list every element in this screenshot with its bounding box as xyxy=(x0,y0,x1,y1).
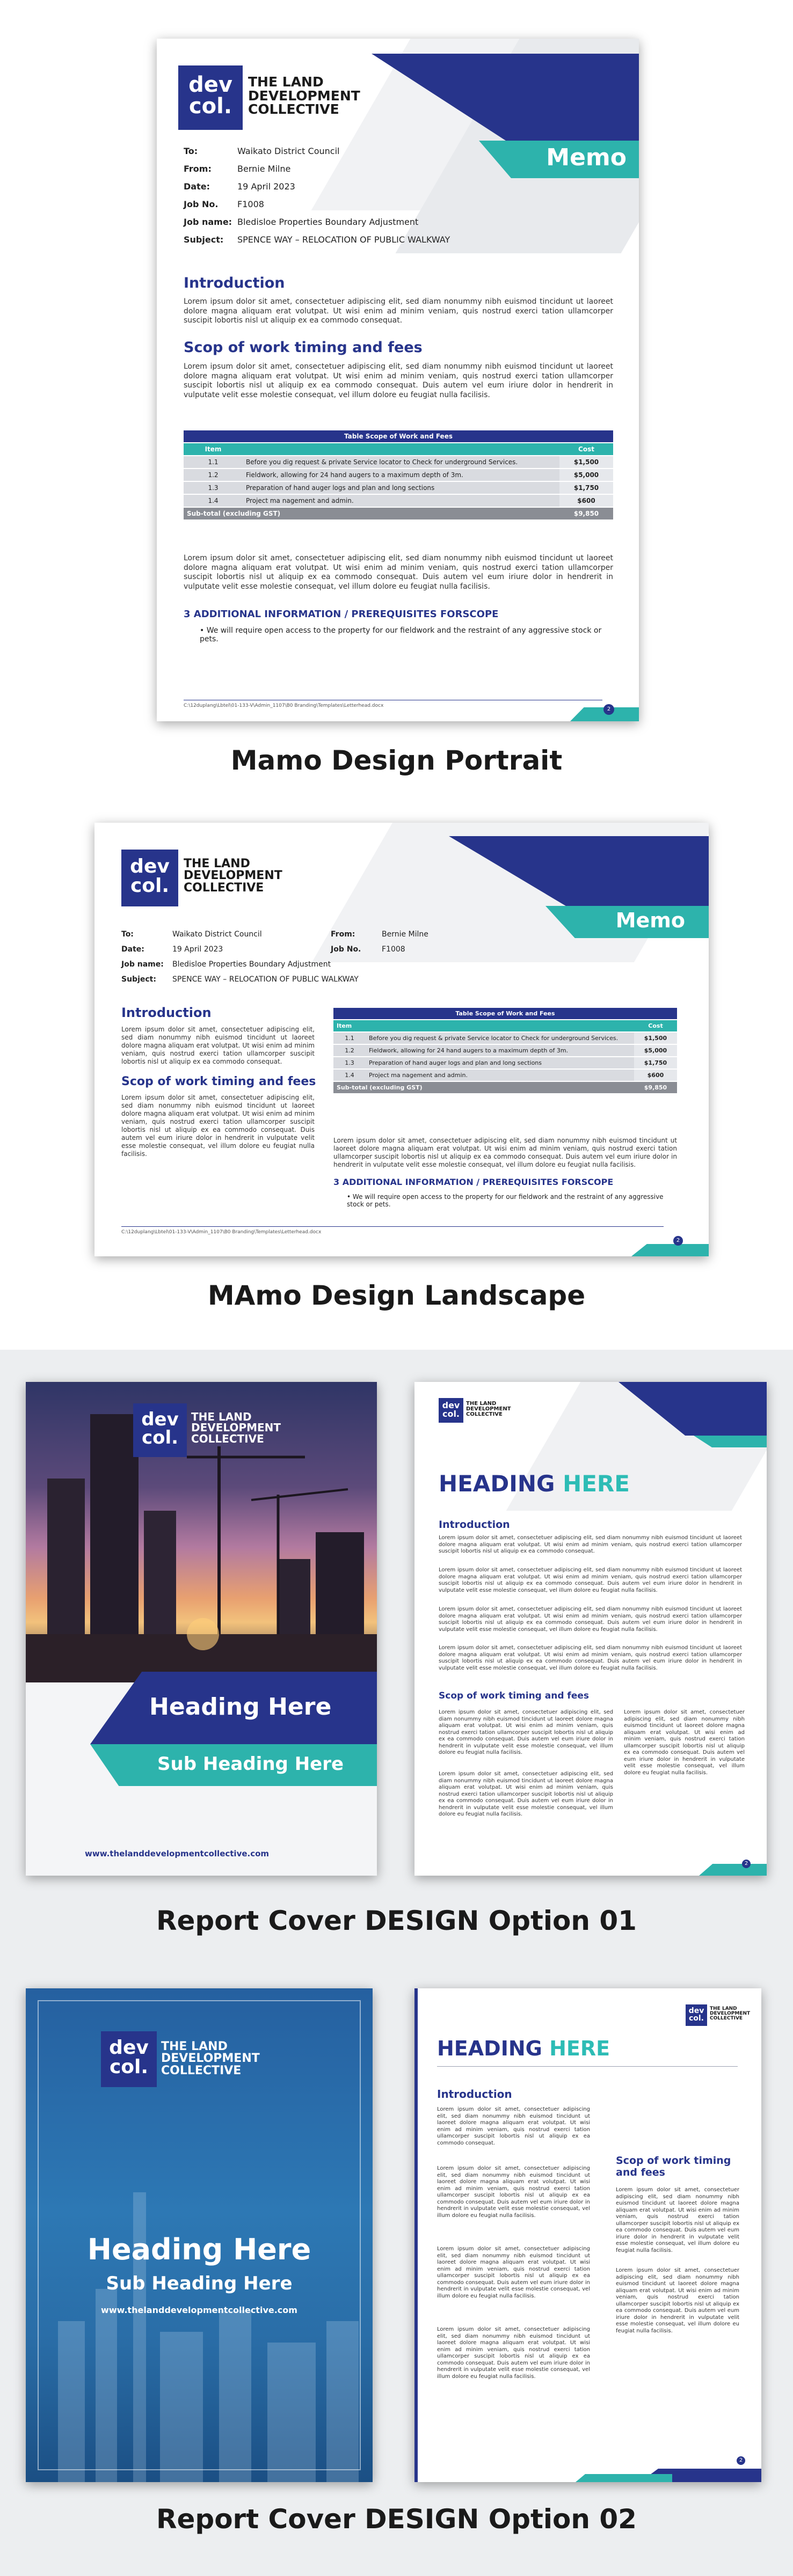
inner2-sheet xyxy=(414,1988,761,2482)
brand-name: THE LAND DEVELOPMENT COLLECTIVE xyxy=(161,2040,260,2077)
col2-text: Lorem ipsum dolor sit amet, consectetuer adipiscing elit, sed diam nonummy nibh euismod tincidunt ut laoreet dolore magna aliquam erat volutpat. Ut wisi enim ad minim veniam, quis nostrud exerci tation ullamcorper suscipit lobortis nisl ut aliquip ex ea commodo consequat. Duis autem vel eum iriure dolor in hendrerit in vulputate velit esse molestie consequat, vel illum dolore eu feugiat nulla facilisis. xyxy=(616,2187,739,2253)
table-row: 1.4 Project ma nagement and admin. $600 xyxy=(184,494,613,507)
scope-heading: Scop of work timing and fees xyxy=(616,2155,731,2178)
additional-heading: 3 ADDITIONAL INFORMATION / PREREQUISITES FORSCOPE xyxy=(184,609,499,620)
memo-jobno-row: Job No. F1008 xyxy=(331,945,405,954)
table-row: 1.3 Preparation of hand auger logs and plan and long sections $1,750 xyxy=(184,481,613,494)
col1-text: Lorem ipsum dolor sit amet, consectetuer adipiscing elit, sed diam nonummy nibh euismod tincidunt ut laoreet dolore magna aliquam erat volutpat. Ut wisi enim ad minim veniam, quis nostrud exerci tation ullamcorper suscipit lobortis nisl ut aliquip ex ea commodo consequat. xyxy=(437,2106,590,2146)
after-table-text: Lorem ipsum dolor sit amet, consectetuer adipiscing elit, sed diam nonummy nibh euismod tincidunt ut laoreet dolore magna aliquam erat volutpat. Ut wisi enim ad minim veniam, quis nostrud exerci tation ullamcorper suscipit lobortis nisl ut aliquip ex ea commodo consequat. Duis autem vel eum iriure dolor in hendrerit in vulputate velit esse molestie consequat, vel illum dolore eu feugiat nulla facilisis. xyxy=(333,1137,677,1168)
devcol-logo: dev col. xyxy=(178,65,243,130)
caption-option2: Report Cover DESIGN Option 02 xyxy=(156,2504,637,2535)
col-cost: Cost xyxy=(634,1020,677,1032)
memo-to-row: To: Waikato District Council xyxy=(121,930,262,939)
heading-rule xyxy=(437,2066,738,2067)
footer-path: C:\12duplang\Lbtel\01-133-V\Admin_1107\B0 Branding\Templates\Letterhead.docx xyxy=(184,703,384,708)
brand-name: THE LAND DEVELOPMENT COLLECTIVE xyxy=(191,1410,281,1445)
footer-rule xyxy=(121,1226,664,1227)
memo-from-row: From: Bernie Milne xyxy=(184,164,291,174)
devcol-logo: dev col. xyxy=(121,850,178,906)
cover1-sheet xyxy=(26,1382,377,1876)
scope-text: Lorem ipsum dolor sit amet, consectetuer adipiscing elit, sed diam nonummy nibh euismod tincidunt ut laoreet dolore magna aliquam erat volutpat. Ut wisi enim ad minim veniam, quis nostrud exerci tation ullamcorper suscipit lobortis nisl ut aliquip ex ea commodo consequat. Duis autem vel eum iriure dolor in hendrerit in vulputate velit esse molestie consequat, vel illum dolore eu feugiat nulla facilisis. xyxy=(121,1094,315,1158)
page-number: 2 xyxy=(737,2456,745,2465)
inner1-sheet xyxy=(414,1382,767,1876)
page-number: 2 xyxy=(742,1860,751,1868)
scope-heading: Scop of work timing and fees xyxy=(121,1075,316,1088)
brand-name: THE LAND DEVELOPMENT COLLECTIVE xyxy=(710,2006,751,2022)
intro-heading: Introduction xyxy=(184,275,285,291)
footer-teal-strip xyxy=(631,1244,709,1256)
brand-name: THE LAND DEVELOPMENT COLLECTIVE xyxy=(248,74,360,117)
footer-path: C:\12duplang\Lbtel\01-133-V\Admin_1107\B0 Branding\Templates\Letterhead.docx xyxy=(121,1230,322,1235)
scope-heading: Scop of work timing and fees xyxy=(439,1690,589,1701)
bullet-item: • We will require open access to the property for our fieldwork and the restraint of any aggressive stock or pets. xyxy=(347,1193,664,1208)
col-cost: Cost xyxy=(559,443,613,456)
scope-text: Lorem ipsum dolor sit amet, consectetuer adipiscing elit, sed diam nonummy nibh euismod tincidunt ut laoreet dolore magna aliquam erat volutpat. Ut wisi enim ad minim veniam, quis nostrud exerci tation ullamcorper suscipit lobortis nisl ut aliquip ex ea commodo consequat. Duis autem vel eum iriure dolor in hendrerit in vulputate velit esse molestie consequat, vel illum dolore eu feugiat nulla facilisis. xyxy=(184,362,613,399)
subtotal-row: Sub-total (excluding GST) $9,850 xyxy=(333,1081,677,1094)
memo-jobno-row: Job No. F1008 xyxy=(184,199,264,209)
subtotal-row: Sub-total (excluding GST) $9,850 xyxy=(184,507,613,520)
memo-subject-row: Subject: SPENCE WAY – RELOCATION OF PUBLIC WALKWAY xyxy=(184,235,450,245)
inner-heading: HEADING HERE xyxy=(437,2037,610,2060)
fees-table-title: Table Scope of Work and Fees xyxy=(184,430,613,443)
caption-landscape: MAmo Design Landscape xyxy=(207,1280,586,1311)
devcol-logo: dev col. xyxy=(439,1398,463,1423)
devcol-logo: dev col. xyxy=(101,2031,157,2087)
brand-name: THE LAND DEVELOPMENT COLLECTIVE xyxy=(184,857,282,895)
scope-col2-text: Lorem ipsum dolor sit amet, consectetuer adipiscing elit, sed diam nonummy nibh euismod tincidunt ut laoreet dolore magna aliquam erat volutpat. Ut wisi enim ad minim veniam, quis nostrud exerci tation ullamcorper suscipit lobortis nisl ut aliquip ex ea commodo consequat. Duis autem vel eum iriure dolor in hendrerit in vulputate velit esse molestie consequat, vel illum dolore eu feugiat nulla facilisis. xyxy=(624,1709,745,1776)
memo-date-row: Date: 19 April 2023 xyxy=(121,945,223,954)
intro-text-3: Lorem ipsum dolor sit amet, consectetuer adipiscing elit, sed diam nonummy nibh euismod tincidunt ut laoreet dolore magna aliquam erat volutpat. Ut wisi enim ad minim veniam, quis nostrud exerci tation ullamcorper suscipit lobortis nisl ut aliquip ex ea commodo consequat. Duis autem vel eum iriure dolor in hendrerit in vulputate velit esse molestie consequat, vel illum dolore eu feugiat nulla facilisis. xyxy=(439,1606,742,1633)
memo-date-row: Date: 19 April 2023 xyxy=(184,181,295,192)
memo-to-row: To: Waikato District Council xyxy=(184,146,340,156)
memo-from-row: From: Bernie Milne xyxy=(331,930,428,939)
fees-table-title: Table Scope of Work and Fees xyxy=(333,1008,677,1020)
table-row: 1.2 Fieldwork, allowing for 24 hand augers to a maximum depth of 3m. $5,000 xyxy=(333,1044,677,1057)
memo-badge: Memo xyxy=(615,909,685,932)
bullet-item: • We will require open access to the property for our fieldwork and the restraint of any aggressive stock or pets. xyxy=(200,626,602,643)
intro-text-4: Lorem ipsum dolor sit amet, consectetuer adipiscing elit, sed diam nonummy nibh euismod tincidunt ut laoreet dolore magna aliquam erat volutpat. Ut wisi enim ad minim veniam, quis nostrud exerci tation ullamcorper suscipit lobortis nisl ut aliquip ex ea commodo consequat. Duis autem vel eum iriure dolor in hendrerit in vulputate velit esse molestie consequat, vel illum dolore eu feugiat nulla facilisis. xyxy=(439,1645,742,1671)
table-row: 1.4 Project ma nagement and admin. $600 xyxy=(333,1069,677,1081)
cover-subheading: Sub Heading Here xyxy=(157,1753,344,1775)
col1-text-4: Lorem ipsum dolor sit amet, consectetuer adipiscing elit, sed diam nonummy nibh euismod tincidunt ut laoreet dolore magna aliquam erat volutpat. Ut wisi enim ad minim veniam, quis nostrud exerci tation ullamcorper suscipit lobortis nisl ut aliquip ex ea commodo consequat. Duis autem vel eum iriure dolor in hendrerit in vulputate velit esse molestie consequat, vel illum dolore eu feugiat nulla facilisis. xyxy=(437,2326,590,2380)
caption-portrait: Mamo Design Portrait xyxy=(230,745,563,776)
devcol-logo: dev col. xyxy=(133,1403,187,1457)
cover-subheading: Sub Heading Here xyxy=(106,2273,293,2294)
cover-heading: Heading Here xyxy=(87,2233,311,2266)
fees-table xyxy=(184,430,613,521)
cover2-sheet xyxy=(26,1988,373,2482)
memo-portrait-sheet xyxy=(157,39,639,721)
col1-text-3: Lorem ipsum dolor sit amet, consectetuer adipiscing elit, sed diam nonummy nibh euismod tincidunt ut laoreet dolore magna aliquam erat volutpat. Ut wisi enim ad minim veniam, quis nostrud exerci tation ullamcorper suscipit lobortis nisl ut aliquip ex ea commodo consequat. Duis autem vel eum iriure dolor in hendrerit in vulputate velit esse molestie consequat, vel illum dolore eu feugiat nulla facilisis. xyxy=(437,2246,590,2299)
intro-heading: Introduction xyxy=(439,1519,510,1531)
brand-name: THE LAND DEVELOPMENT COLLECTIVE xyxy=(466,1401,511,1418)
footer-teal-strip xyxy=(576,2474,672,2482)
intro-text-2: Lorem ipsum dolor sit amet, consectetuer adipiscing elit, sed diam nonummy nibh euismod tincidunt ut laoreet dolore magna aliquam erat volutpat. Ut wisi enim ad minim veniam, quis nostrud exerci tation ullamcorper suscipit lobortis nisl ut aliquip ex ea commodo consequat. Duis autem vel eum iriure dolor in hendrerit in vulputate velit esse molestie consequat, vel illum dolore eu feugiat nulla facilisis. xyxy=(439,1567,742,1593)
memo-landscape-sheet xyxy=(94,823,709,1256)
col1-text-2: Lorem ipsum dolor sit amet, consectetuer adipiscing elit, sed diam nonummy nibh euismod tincidunt ut laoreet dolore magna aliquam erat volutpat. Ut wisi enim ad minim veniam, quis nostrud exerci tation ullamcorper suscipit lobortis nisl ut aliquip ex ea commodo consequat. Duis autem vel eum iriure dolor in hendrerit in vulputate velit esse molestie consequat, vel illum dolore eu feugiat nulla facilisis. xyxy=(437,2165,590,2219)
scope-heading: Scop of work timing and fees xyxy=(184,339,423,356)
left-accent-bar xyxy=(414,1988,418,2482)
cover-website: www.thelanddevelopmentcollective.com xyxy=(101,2305,297,2315)
memo-subject-row: Subject: SPENCE WAY – RELOCATION OF PUBLIC WALKWAY xyxy=(121,975,359,984)
caption-option1: Report Cover DESIGN Option 01 xyxy=(156,1905,637,1936)
memo-jobname-row: Job name: Bledisloe Properties Boundary Adjustment xyxy=(121,960,331,969)
memo-badge: Memo xyxy=(546,144,627,171)
col-item: Item xyxy=(184,443,243,456)
after-table-text: Lorem ipsum dolor sit amet, consectetuer adipiscing elit, sed diam nonummy nibh euismod tincidunt ut laoreet dolore magna aliquam erat volutpat. Ut wisi enim ad minim veniam, quis nostrud exerci tation ullamcorper suscipit lobortis nisl ut aliquip ex ea commodo consequat. Duis autem vel eum iriure dolor in hendrerit in vulputate velit esse molestie consequat, vel illum dolore eu feugiat nulla facilisis. xyxy=(184,554,613,591)
page-number: 2 xyxy=(603,704,614,715)
intro-text: Lorem ipsum dolor sit amet, consectetuer adipiscing elit, sed diam nonummy nibh euismod tincidunt ut laoreet dolore magna aliquam erat volutpat. Ut wisi enim ad minim veniam, quis nostrud exerci tation ullamcorper suscipit lobortis nisl ut aliquip ex ea commodo consequat. xyxy=(439,1535,742,1554)
fees-table xyxy=(333,1008,677,1094)
intro-text: Lorem ipsum dolor sit amet, consectetuer adipiscing elit, sed diam nonummy nibh euismod tincidunt ut laoreet dolore magna aliquam erat volutpat. Ut wisi enim ad minim veniam, quis nostrud exerci tation ullamcorper suscipit lobortis nisl ut aliquip ex ea commodo consequat. xyxy=(184,297,613,325)
page-number: 2 xyxy=(673,1236,683,1246)
table-row: 1.1 Before you dig request & private Service locator to Check for underground Services. $1,500 xyxy=(184,456,613,469)
cover-heading: Heading Here xyxy=(149,1693,332,1721)
additional-heading: 3 ADDITIONAL INFORMATION / PREREQUISITES FORSCOPE xyxy=(333,1177,614,1187)
inner-heading: HEADING HERE xyxy=(439,1470,630,1497)
col-item: Item xyxy=(333,1020,366,1032)
scope-col1-text-2: Lorem ipsum dolor sit amet, consectetuer adipiscing elit, sed diam nonummy nibh euismod tincidunt ut laoreet dolore magna aliquam erat volutpat. Ut wisi enim ad minim veniam, quis nostrud exerci tation ullamcorper suscipit lobortis nisl ut aliquip ex ea commodo consequat. Duis autem vel eum iriure dolor in hendrerit in vulputate velit esse molestie consequat, vel illum dolore eu feugiat nulla facilisis. xyxy=(439,1771,613,1817)
table-row: 1.1 Before you dig request & private Service locator to Check for underground Services. $1,500 xyxy=(333,1032,677,1044)
scope-col1-text: Lorem ipsum dolor sit amet, consectetuer adipiscing elit, sed diam nonummy nibh euismod tincidunt ut laoreet dolore magna aliquam erat volutpat. Ut wisi enim ad minim veniam, quis nostrud exerci tation ullamcorper suscipit lobortis nisl ut aliquip ex ea commodo consequat. Duis autem vel eum iriure dolor in hendrerit in vulputate velit esse molestie consequat, vel illum dolore eu feugiat nulla facilisis. xyxy=(439,1709,613,1755)
footer-teal-strip xyxy=(699,1864,767,1876)
devcol-logo: dev col. xyxy=(686,2004,707,2026)
col2-text-2: Lorem ipsum dolor sit amet, consectetuer adipiscing elit, sed diam nonummy nibh euismod tincidunt ut laoreet dolore magna aliquam erat volutpat. Ut wisi enim ad minim veniam, quis nostrud exerci tation ullamcorper suscipit lobortis nisl ut aliquip ex ea commodo consequat. Duis autem vel eum iriure dolor in hendrerit in vulputate velit esse molestie consequat, vel illum dolore eu feugiat nulla facilisis. xyxy=(616,2267,739,2334)
cover-website: www.thelanddevelopmentcollective.com xyxy=(85,1849,270,1858)
intro-text: Lorem ipsum dolor sit amet, consectetuer adipiscing elit, sed diam nonummy nibh euismod tincidunt ut laoreet dolore magna aliquam erat volutpat. Ut wisi enim ad minim veniam, quis nostrud exerci tation ullamcorper suscipit lobortis nisl ut aliquip ex ea commodo consequat. xyxy=(121,1026,315,1065)
table-row: 1.2 Fieldwork, allowing for 24 hand augers to a maximum depth of 3m. $5,000 xyxy=(184,469,613,481)
intro-heading: Introduction xyxy=(121,1005,212,1020)
intro-heading: Introduction xyxy=(437,2088,512,2101)
table-row: 1.3 Preparation of hand auger logs and plan and long sections $1,750 xyxy=(333,1057,677,1069)
memo-jobname-row: Job name: Bledisloe Properties Boundary Adjustment xyxy=(184,217,419,227)
